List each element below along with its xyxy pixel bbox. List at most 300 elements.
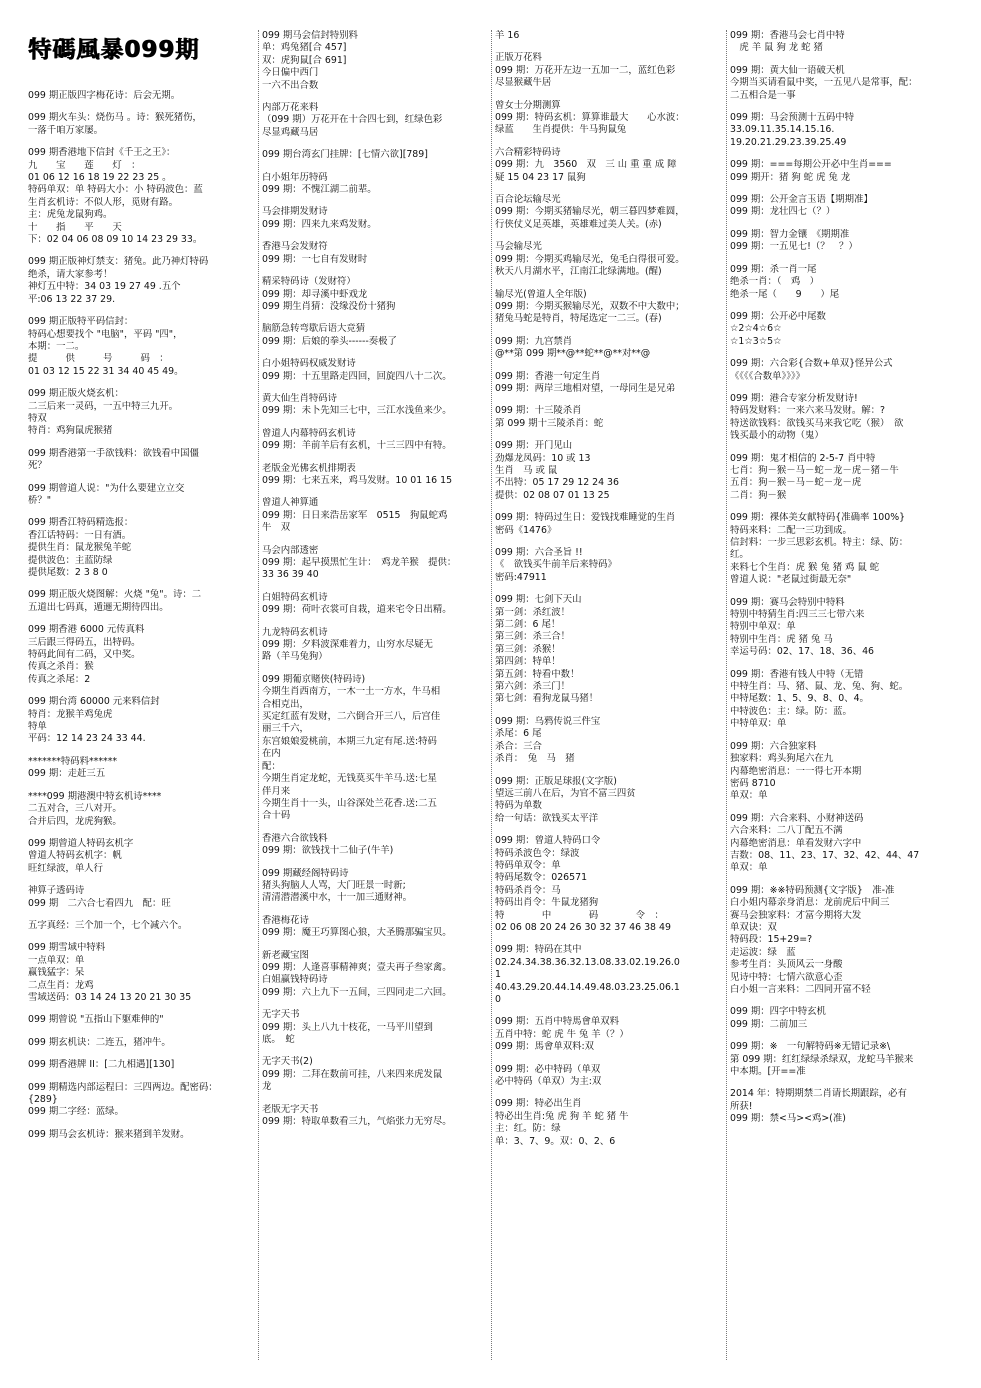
text-line: 099 期：今期买猪输尽光，朝三暮四梦难圆， xyxy=(495,206,685,218)
text-block xyxy=(28,90,252,102)
text-line: 猪头狗脑人人骂，大门旺景一时新; xyxy=(262,879,406,891)
text-block xyxy=(262,627,490,664)
text-block xyxy=(262,172,490,197)
text-line: 神算子透码诗 xyxy=(28,885,85,897)
text-line: 传真之杀肖：猴 xyxy=(28,661,94,673)
text-line: 本期：一二。 xyxy=(28,340,85,352)
text-line: 今期生肖十一头，山谷深处兰花香.送:二五 xyxy=(262,797,437,809)
text-block xyxy=(28,696,252,746)
text-block xyxy=(730,669,970,731)
text-line: 神灯五中特：34 03 19 27 49 .五个 xyxy=(28,281,181,293)
text-line: 099 期：必中特码（单双 xyxy=(495,1063,601,1075)
text-block xyxy=(262,428,490,453)
text-line: 特别中单双：单 xyxy=(730,621,796,633)
text-line: 特码来料：二配一三功到成。 xyxy=(730,524,852,536)
text-line: 第五剑：特看中数！ xyxy=(495,668,580,680)
text-line: 099 期生肖猜：没缘没份十猪狗 xyxy=(262,300,396,312)
text-line: 下：02 04 06 08 09 10 14 23 29 33。 xyxy=(28,234,203,246)
text-line: 伴月来 xyxy=(262,785,291,797)
text-block xyxy=(262,592,490,617)
text-line: 特别中生肖：虎 猪 兔 马 xyxy=(730,633,833,645)
text-line: 来料七个生肖：虎 猴 兔 猪 鸡 鼠 蛇 xyxy=(730,561,880,573)
text-line: 所获! xyxy=(730,1100,753,1112)
text-block xyxy=(262,323,490,348)
text-block xyxy=(28,942,252,1004)
text-line: 099 期：十五里路走四回，回旋四八十二次。 xyxy=(262,370,452,382)
text-line: 无字天书(2) xyxy=(262,1056,313,1068)
text-block xyxy=(28,147,252,246)
text-block xyxy=(28,920,252,932)
text-block xyxy=(28,517,252,579)
text-line: （099 期）万花开在十合四七到，红绿色彩 xyxy=(262,114,443,126)
text-line: 特码出肖令：牛鼠龙猪狗 xyxy=(495,897,599,909)
text-line: 钱买最小的动物（鬼） xyxy=(730,430,824,442)
text-block xyxy=(495,776,725,826)
text-line: 特肖：龙猴羊鸡兔虎 xyxy=(28,708,113,720)
column-3 xyxy=(491,30,725,1360)
text-line: 099 期：欲钱找十二仙子(牛羊) xyxy=(262,845,394,857)
text-line: 白小姐内幕亲身消息：龙前虎后中间三 xyxy=(730,897,890,909)
text-line: 099 期马会信封特别料 xyxy=(262,30,358,41)
text-line: 虎 羊 鼠 狗 龙 蛇 猪 xyxy=(730,42,823,54)
text-block xyxy=(730,741,970,803)
text-block xyxy=(495,100,725,137)
text-line: 吉数：08、11、23、17、32、42、44、47 xyxy=(730,849,920,861)
text-line: 099 期：二前加三 xyxy=(730,1018,808,1030)
text-line: 099 期香港第一手欲钱料：欲钱看中国僵 xyxy=(28,447,199,459)
text-line: 绿蓝 生肖提供：牛马狗鼠兔 xyxy=(495,124,627,136)
text-block xyxy=(28,316,252,378)
text-line: 内部万花来料 xyxy=(262,102,319,114)
text-line: 0 xyxy=(495,994,501,1005)
text-line: 099 期葡京赌侠(特码诗) xyxy=(262,673,366,685)
text-line: 099 期正版特平码信封： xyxy=(28,316,134,328)
text-line: 牛 双 xyxy=(262,522,291,534)
text-line: 2014 年：特期期禁二肖请长期跟踪，必有 xyxy=(730,1088,907,1100)
text-line: 特码为单数 xyxy=(495,800,542,812)
text-line: 单：鸡兔猪[合 457] xyxy=(262,42,347,54)
text-block xyxy=(495,405,725,430)
text-line: 099 期开：猪 狗 蛇 虎 兔 龙 xyxy=(730,171,851,183)
text-line: 第一剑：杀红波！ xyxy=(495,606,571,618)
text-line: 参考生肖：头顶风云一身酸 xyxy=(730,959,843,971)
text-line: 红。 xyxy=(730,549,749,561)
text-line: 099 期：一七自有发财时 xyxy=(262,253,368,265)
text-block xyxy=(730,229,970,254)
text-line: 099 期：鬼才相信的 2-5-7 肖中特 xyxy=(730,452,876,464)
text-line: 新老藏宝图 xyxy=(262,949,309,961)
text-block xyxy=(28,589,252,614)
text-line: 099 期：香港有钱人中特（无错 xyxy=(730,668,864,680)
text-line: 五字真经：三个加一个，七个减六个。 xyxy=(28,919,188,931)
text-line: 今日偏中西门 xyxy=(262,67,319,79)
text-block xyxy=(730,813,970,875)
text-block xyxy=(28,624,252,686)
text-block xyxy=(262,241,490,266)
text-line: 龙 xyxy=(262,1081,272,1093)
text-line: 六合来料：二八丁配五不满 xyxy=(730,825,843,837)
text-line: 信封料：一步三思彩玄机。特主：绿、防： xyxy=(730,537,909,548)
text-line: 099 期：六上九下一五间，三四同走二六回。 xyxy=(262,986,452,998)
column-4 xyxy=(726,30,970,1360)
text-line: 中本期。[开==准 xyxy=(730,1066,806,1078)
text-line: 099 期：正版足球报(文字版) xyxy=(495,775,617,787)
text-line: 白小姐年历特码 xyxy=(262,171,328,183)
text-block xyxy=(730,65,970,102)
text-line: ☆2☆4☆6☆ xyxy=(730,323,782,335)
text-line: 十 指 平 天 xyxy=(28,221,122,233)
text-line: 099 期：===每期公开必中生肖=== xyxy=(730,159,892,171)
text-block xyxy=(495,52,725,89)
text-line: 中特单双：单 xyxy=(730,718,787,730)
text-line: 二五对合，三八对开。 xyxy=(28,803,122,815)
text-line: 提供生肖：鼠龙猴兔羊蛇 xyxy=(28,542,132,554)
text-block xyxy=(262,915,490,940)
text-line: 099 期香港 6000 元传真料 xyxy=(28,624,145,636)
text-line: 099 期：二拜在数前可挂，八来四来虎发鼠 xyxy=(262,1068,443,1080)
text-line: 099 期正版神灯禁支：猪兔。此乃神灯特码 xyxy=(28,256,209,268)
text-line: 五道出七码真，遁逦无期待四出。 xyxy=(28,601,169,613)
text-line: 099 期：五肖中特馬會单双料 xyxy=(495,1016,620,1028)
text-line: 第四剑：特单！ xyxy=(495,656,561,668)
text-line: 099 期台湾玄门挂牌：[七情六欲][789] xyxy=(262,149,428,161)
text-block xyxy=(495,547,725,584)
text-block xyxy=(730,311,970,348)
text-block xyxy=(28,483,252,508)
text-line: 单双：单 xyxy=(730,790,768,802)
text-line: 099 期：头上八九十枝花，一马平川望到 xyxy=(262,1021,433,1033)
text-line: 099 期：日日来浩岳家军 0515 狗鼠蛇鸡 xyxy=(262,509,448,521)
text-line: 输尽光(曾道人全年版) xyxy=(495,288,587,300)
text-line: 提供：02 08 07 01 13 25 xyxy=(495,489,610,501)
text-line: 黄大仙生肖特码诗 xyxy=(262,392,338,404)
text-line: 099 期：乌鸦传说三件宝 xyxy=(495,715,601,727)
text-line: 099 期正版火烧图解：火烧 "兔"。诗：二 xyxy=(28,589,202,601)
text-line: 099 期曾道人特码玄机字 xyxy=(28,837,134,849)
text-line: 传真之杀尾：2 xyxy=(28,673,91,685)
text-line: 一点单双：单 xyxy=(28,954,85,966)
text-line: 丽三千六， xyxy=(262,723,309,735)
text-line: @**第 099 期**@**蛇**@**对**@ xyxy=(495,348,651,360)
text-line: 提 供 号 码 ： xyxy=(28,353,169,365)
text-line: 099 期曾道人说："为什么要建立立交 xyxy=(28,482,185,494)
text-line: 单：3、7、9。双：0、2、6 xyxy=(495,1135,616,1147)
text-line: 香港梅花诗 xyxy=(262,914,309,926)
text-line: 马会排期发财诗 xyxy=(262,206,328,218)
text-line: 杀合：三合 xyxy=(495,740,542,752)
text-line: 平:06 13 22 37 29. xyxy=(28,293,116,305)
text-line: 老版金光佛玄机排期表 xyxy=(262,462,356,474)
text-line: 33.09.11.35.14.15.16. xyxy=(730,124,835,136)
text-line: 幸运号码：02、17、18、36、46 xyxy=(730,646,875,658)
text-block xyxy=(28,791,252,828)
text-block xyxy=(28,1129,252,1141)
text-line: 099 期：马会预测十五码中特 xyxy=(730,112,855,124)
text-line: 第六剑：杀三门！ xyxy=(495,681,571,693)
text-line: 099 期：特必出生肖 xyxy=(495,1098,582,1110)
text-block xyxy=(495,1064,725,1089)
column-2 xyxy=(258,30,490,1360)
text-line: 099 期：人逢喜事精神爽；壹夫再子叁家禽。 xyxy=(262,961,452,973)
text-line: 099 期：赛马会特别中特料 xyxy=(730,596,845,608)
text-block xyxy=(495,289,725,326)
text-block xyxy=(495,371,725,396)
text-line: 配： xyxy=(262,760,281,772)
text-line: 099 期：不愧江湖二前辈。 xyxy=(262,184,377,196)
text-line: 099 期：龙壮四七（？） xyxy=(730,206,836,218)
text-line: 第二剑：6 尾！ xyxy=(495,619,561,631)
text-line: 香江话特码：一日有酒。 xyxy=(28,529,132,541)
text-block xyxy=(730,194,970,219)
text-line: {289} xyxy=(28,1094,58,1105)
text-line: 生肖 马 或 鼠 xyxy=(495,464,558,476)
text-line: 单双：单 xyxy=(730,862,768,874)
text-line: 一落千咱万家屡。 xyxy=(28,124,104,136)
text-line: 099 期：后娘的拳头------奏极了 xyxy=(262,335,397,347)
text-block xyxy=(28,1014,252,1026)
text-line: 099 期：特码在其中 xyxy=(495,944,582,956)
text-line: 精采特码诗（发财符） xyxy=(262,276,356,288)
text-block xyxy=(730,1088,970,1125)
text-block xyxy=(28,838,252,875)
text-line: 九龙特码玄机诗 xyxy=(262,626,328,638)
text-line: 买定红蓝有发财，二六倒合开三八，后宫佳 xyxy=(262,711,441,723)
text-line: 二三后来一灵码，一五中特三九开。 xyxy=(28,400,179,412)
text-line: 099 期：未卜先知三七中，三江水浅鱼来少。 xyxy=(262,405,452,417)
text-block xyxy=(730,393,970,443)
text-block xyxy=(262,497,490,534)
text-block xyxy=(262,1056,490,1093)
text-line: 特 中 码 令 ： xyxy=(495,909,664,921)
text-line: 099 期：七剑下天山 xyxy=(495,594,582,606)
text-line: 二点生肖：龙鸡 xyxy=(28,979,94,991)
text-line: 特别中特猜生肖:四三三七带六来 xyxy=(730,609,865,621)
text-line: 099 期：六合圣旨 !! xyxy=(495,547,583,558)
text-line: ****099 期港澳中特玄机诗**** xyxy=(28,790,162,802)
text-line: 香港马会发财符 xyxy=(262,241,328,253)
text-line: 尽显鸡藏马居 xyxy=(262,126,319,138)
text-block xyxy=(262,950,490,1000)
text-line: 特码单双令：单 xyxy=(495,859,561,871)
text-line: 33 36 39 40 xyxy=(262,569,319,581)
text-line: 见诗中特：七情六欲意心歪 xyxy=(730,971,843,983)
text-line: 白小姐特码权威发财诗 xyxy=(262,358,356,370)
text-line: 099 期精选内部运程曰：三四两边。配密码： xyxy=(28,1081,218,1093)
text-line: 099 期香港地下信封《千王之王》： xyxy=(28,147,176,159)
text-block xyxy=(262,206,490,231)
text-line: 疑 15 04 23 17 鼠狗 xyxy=(495,171,586,183)
text-line: 死？ xyxy=(28,460,47,472)
text-line: 特码尾数令：026571 xyxy=(495,872,588,884)
text-line: 099 期：黄大仙一语破天机 xyxy=(730,64,845,76)
text-block xyxy=(28,1037,252,1049)
text-block xyxy=(495,241,725,278)
text-block xyxy=(730,453,970,503)
text-line: 099 期：四来九来鸡发财。 xyxy=(262,218,377,230)
text-block xyxy=(495,716,725,766)
text-line: 百合论坛输尽光 xyxy=(495,194,561,206)
text-line: 099 期：杀一肖一尾 xyxy=(730,263,817,275)
text-line: 099 期：四字中特玄机 xyxy=(730,1006,826,1018)
text-line: 正版万花料 xyxy=(495,52,542,64)
text-line: 099 期玄机诀：二连五，猪冲牛。 xyxy=(28,1036,171,1048)
text-line: 第七剑：看狗龙鼠马猪！ xyxy=(495,693,599,705)
column-1 xyxy=(28,30,252,1360)
text-block xyxy=(262,674,490,823)
text-block xyxy=(28,112,252,137)
text-line: 主：虎兔龙鼠狗鸡。 xyxy=(28,209,113,221)
text-line: 099 期：却寻溪中虾戏龙 xyxy=(262,288,368,300)
text-block xyxy=(730,512,970,586)
text-line: 内幕绝密消息：一一得七开本期 xyxy=(730,765,862,777)
text-line: 099 期：夕料波深难着力，山穷水尽疑无 xyxy=(262,639,433,651)
text-line: 九 宝 莲 灯 ： xyxy=(28,159,141,171)
text-block xyxy=(28,885,252,910)
text-block xyxy=(495,594,725,706)
text-line: 一六不出合数 xyxy=(262,79,319,91)
text-line: 01 06 12 16 18 19 22 23 25 。 xyxy=(28,172,172,184)
text-block xyxy=(495,512,725,537)
text-line: 底。 蛇 xyxy=(262,1034,295,1045)
text-line: 提供尾数：2 3 8 0 xyxy=(28,567,108,578)
text-line: 雪域送码：03 14 24 13 20 21 30 35 xyxy=(28,991,192,1003)
text-line: 099 期香港牌 II：[二九相遇][130] xyxy=(28,1059,175,1071)
text-block xyxy=(495,835,725,934)
text-line: 特肖：鸡狗鼠虎猴猪 xyxy=(28,425,113,437)
text-line: 绝杀一尾（ 9 ）尾 xyxy=(730,288,840,300)
text-block xyxy=(730,1006,970,1031)
text-line: 白姐赢钱特码诗 xyxy=(262,974,328,986)
text-line: *******特码料****** xyxy=(28,755,118,767)
text-block xyxy=(495,30,725,42)
text-block xyxy=(262,149,490,161)
text-line: 杀肖： 兔 马 猪 xyxy=(495,753,575,765)
text-line: 无字天书 xyxy=(262,1009,300,1021)
text-line: 099 期：禁<马><鸡>(准) xyxy=(730,1113,846,1125)
text-line: 099 期：曾道人特码口令 xyxy=(495,835,601,847)
text-line: 099 期：特码玄机：算算谁最大 心水波： xyxy=(495,112,685,124)
text-line: 01 03 12 15 22 31 34 40 45 49。 xyxy=(28,365,184,377)
text-line: 099 期：魔王巧算图心狼，大圣腾那骗宝贝。 xyxy=(262,927,452,939)
text-line: 特码此间有二码，又中奖。 xyxy=(28,649,141,661)
text-line: 099 期：香港马会七肖中特 xyxy=(730,30,845,41)
text-line: 提供波色：主蓝防绿 xyxy=(28,554,113,566)
text-line: 099 期：六合独家料 xyxy=(730,740,817,752)
text-block xyxy=(730,159,970,184)
text-block xyxy=(495,440,725,502)
text-line: 特码发财料：一来六来马发财。解：? xyxy=(730,405,885,417)
text-block xyxy=(262,833,490,858)
text-line: 099 期：今期买猴输尽光，双数不中大数中； xyxy=(495,300,685,312)
text-line: 099 期台湾 60000 元来料信封 xyxy=(28,696,160,708)
text-block xyxy=(28,756,252,781)
newspaper-page xyxy=(28,30,968,1360)
text-line: 曾道人特码玄机字：帆 xyxy=(28,850,122,862)
text-block xyxy=(262,393,490,418)
text-line: 099 期：羊前羊后有玄机，十三三四中有特。 xyxy=(262,440,452,452)
text-line: 行侠仗义足英雄，英雄难过美人关。(赤) xyxy=(495,218,662,230)
text-block xyxy=(28,388,252,438)
text-line: 099 期 二六合七看四九 配：旺 xyxy=(28,897,171,909)
text-line: 尽显猴藏牛居 xyxy=(495,77,552,89)
text-line: 二肖：狗－猴 xyxy=(730,489,787,501)
text-block xyxy=(495,194,725,231)
text-block xyxy=(495,336,725,361)
text-line: ☆1☆3☆5☆ xyxy=(730,335,782,347)
text-block xyxy=(262,276,490,313)
text-line: 099 期：走赶三五 xyxy=(28,768,106,780)
text-block xyxy=(730,885,970,997)
text-line: 六合精彩特码诗 xyxy=(495,146,561,158)
text-line: 劲爆龙凤码：10 或 13 xyxy=(495,452,591,464)
text-line: 旺红绿波，单人行 xyxy=(28,862,104,874)
text-line: 平码：12 14 23 24 33 44. xyxy=(28,733,146,745)
text-block xyxy=(262,30,490,92)
text-line: 1 xyxy=(495,969,501,981)
text-line: 099 期马会玄机诗：猴来猪到羊发财。 xyxy=(28,1128,190,1140)
text-line: 特必出生肖:兔 虎 狗 羊 蛇 猪 牛 xyxy=(495,1110,629,1122)
text-line: 五肖中特：蛇 虎 牛 兔 羊（？） xyxy=(495,1028,629,1040)
text-line: 马会输尽光 xyxy=(495,241,542,253)
text-block xyxy=(262,463,490,488)
text-line: 独家料：鸡头狗尾六在九 xyxy=(730,753,834,765)
text-block xyxy=(28,1082,252,1119)
text-line: 02.24.34.38.36.32.13.08.33.02.19.26.0 xyxy=(495,956,680,968)
text-line: 特码段：15+29=? xyxy=(730,934,813,946)
text-line: 绝杀一肖：（ 鸡 ） xyxy=(730,276,820,288)
text-line: 生肖玄机诗：不似人形，觅财有路。 xyxy=(28,196,179,208)
text-block xyxy=(495,147,725,184)
text-line: 白小姐一言来料：二四同开富不轻 xyxy=(730,984,871,995)
text-line: 特码杀肖令：马 xyxy=(495,884,561,896)
text-line: 第三剑：杀猴！ xyxy=(495,643,561,655)
text-line: 099 期曾说 "五指山下躯难伸的" xyxy=(28,1014,164,1026)
text-line: 40.43.29.20.44.14.49.48.03.23.25.06.1 xyxy=(495,981,680,993)
text-line: 099 期：今期买鸡输尽光，兔毛白得很可爱。 xyxy=(495,253,685,265)
text-line: 给一句话：欲钱买太平洋 xyxy=(495,812,599,824)
text-block xyxy=(262,1009,490,1046)
text-block xyxy=(730,264,970,301)
text-line: 特双 xyxy=(28,412,47,424)
text-line: 特单 xyxy=(28,721,47,733)
text-block xyxy=(28,448,252,473)
text-line: 特码杀波色令：绿波 xyxy=(495,847,580,859)
text-line: 绝杀，请大家参考！ xyxy=(28,268,113,280)
text-line: 099 期：※ 一句解特码※无错记录※\ xyxy=(730,1041,891,1053)
text-block xyxy=(262,358,490,383)
text-line: 双：虎狗鼠[合 691] xyxy=(262,54,347,66)
text-line: 中特尾数：1、5、9、8、0、4。 xyxy=(730,693,869,705)
text-line: 东宫娘娘爱桃前，本期三九定有尾.送:特码 xyxy=(262,735,437,747)
text-line: 马会内部透密 xyxy=(262,544,319,556)
text-line: 099 期：特码过生日：爱钱找难睡觉的生肖 xyxy=(495,512,676,524)
text-line: 099 期：港合专家分析发财诗! xyxy=(730,392,858,404)
text-line: 02 06 08 20 24 26 30 32 37 46 38 49 xyxy=(495,921,671,933)
text-block xyxy=(495,1098,725,1148)
text-line: 密码:47911 xyxy=(495,571,547,583)
text-line: 099 期正版火烧玄机： xyxy=(28,388,124,400)
text-line: 合相克出， xyxy=(262,698,309,710)
text-line: 白姐特码玄机诗 xyxy=(262,591,328,603)
text-line: 合并后四，龙虎狗猴。 xyxy=(28,815,122,827)
text-line: 099 期：公开金言玉语【期期准】 xyxy=(730,194,873,206)
text-line: 特码单双：单 特码大小：小 特码波色：蓝 xyxy=(28,184,203,196)
text-line: 杀尾：6 尾 xyxy=(495,728,542,740)
text-line: 曾女士分期测算 xyxy=(495,99,561,111)
text-line: 099 期：十三陵杀肖 xyxy=(495,405,582,417)
text-line: 《 欲钱买牛前羊后来特码》 xyxy=(495,559,617,571)
text-block xyxy=(262,102,490,139)
